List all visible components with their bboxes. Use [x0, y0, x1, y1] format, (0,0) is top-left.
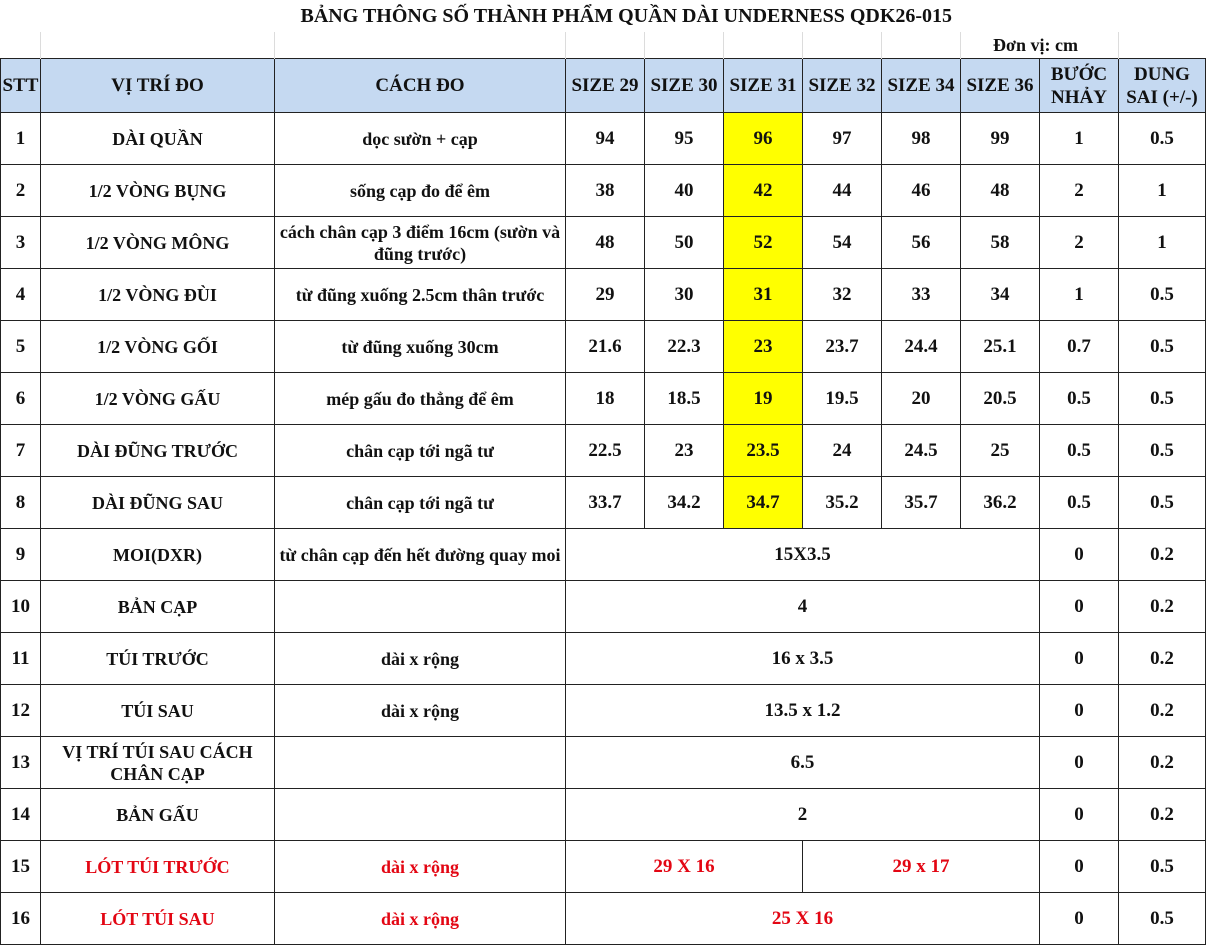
- row-size-value: 34: [961, 269, 1040, 321]
- header-size-30: SIZE 30: [645, 59, 724, 113]
- row-step: 1: [1040, 113, 1119, 165]
- row-stt: 10: [1, 581, 41, 633]
- row-size-value: 33: [882, 269, 961, 321]
- table-row: [1, 789, 1206, 841]
- row-size-value: 44: [803, 165, 882, 217]
- row-merged-value: 16 x 3.5: [566, 633, 1040, 685]
- row-size-value: 18.5: [645, 373, 724, 425]
- row-size-value: 52: [724, 217, 803, 269]
- row-step: 0: [1040, 529, 1119, 581]
- row-step: 0.5: [1040, 425, 1119, 477]
- row-size-value: 58: [961, 217, 1040, 269]
- table-row: [1, 373, 1206, 425]
- sheet-title: BẢNG THÔNG SỐ THÀNH PHẨM QUẦN DÀI UNDERNESS QDK26-015: [300, 4, 953, 27]
- header-step: BƯỚC NHẢY: [1040, 59, 1119, 113]
- table-row: [1, 165, 1206, 217]
- header-position: VỊ TRÍ ĐO: [41, 59, 275, 113]
- row-merged-value: 6.5: [566, 737, 1040, 789]
- row-stt: 14: [1, 789, 41, 841]
- row-size-value: 30: [645, 269, 724, 321]
- row-position: TÚI TRƯỚC: [41, 633, 275, 685]
- row-size-value: 34.2: [645, 477, 724, 529]
- row-stt: 8: [1, 477, 41, 529]
- row-step: 0: [1040, 841, 1119, 893]
- row-size-value: 18: [566, 373, 645, 425]
- row-size-value: 50: [645, 217, 724, 269]
- row-position: DÀI QUẦN: [41, 113, 275, 165]
- row-step: 0: [1040, 581, 1119, 633]
- row-size-value: 54: [803, 217, 882, 269]
- row-tolerance: 0.2: [1119, 633, 1206, 685]
- row-merged-value: 2: [566, 789, 1040, 841]
- row-position: 1/2 VÒNG BỤNG: [41, 165, 275, 217]
- table-row: [1, 633, 1206, 685]
- row-merged-value: 4: [566, 581, 1040, 633]
- table-row: [1, 529, 1206, 581]
- row-stt: 15: [1, 841, 41, 893]
- row-method: [275, 581, 566, 633]
- row-tolerance: 1: [1119, 165, 1206, 217]
- row-tolerance: 0.2: [1119, 581, 1206, 633]
- row-tolerance: 0.5: [1119, 373, 1206, 425]
- row-method: dài x rộng: [275, 841, 566, 893]
- row-size-value: 95: [645, 113, 724, 165]
- row-method: mép gấu đo thẳng để êm: [275, 373, 566, 425]
- header-method: CÁCH ĐO: [275, 59, 566, 113]
- row-size-value: 35.2: [803, 477, 882, 529]
- row-size-value: 24.4: [882, 321, 961, 373]
- table-row: [1, 477, 1206, 529]
- row-merged-value-b: 29 x 17: [803, 841, 1040, 893]
- header-size-36: SIZE 36: [961, 59, 1040, 113]
- header-size-29: SIZE 29: [566, 59, 645, 113]
- unit-row: [1, 32, 1206, 59]
- row-stt: 11: [1, 633, 41, 685]
- row-method: cách chân cạp 3 điểm 16cm (sườn và đũng trước): [275, 217, 566, 269]
- row-size-value: 25: [961, 425, 1040, 477]
- row-size-value: 25.1: [961, 321, 1040, 373]
- row-position: 1/2 VÒNG MÔNG: [41, 217, 275, 269]
- row-method: [275, 789, 566, 841]
- row-step: 0: [1040, 893, 1119, 945]
- unit-label: Đơn vị: cm: [961, 32, 1119, 59]
- row-size-value: 96: [724, 113, 803, 165]
- row-stt: 6: [1, 373, 41, 425]
- row-size-value: 29: [566, 269, 645, 321]
- row-size-value: 33.7: [566, 477, 645, 529]
- row-tolerance: 0.5: [1119, 893, 1206, 945]
- row-size-value: 98: [882, 113, 961, 165]
- row-merged-value: 25 X 16: [566, 893, 1040, 945]
- row-size-value: 23.5: [724, 425, 803, 477]
- row-position: 1/2 VÒNG GỐI: [41, 321, 275, 373]
- row-method: sống cạp đo để êm: [275, 165, 566, 217]
- row-method: chân cạp tới ngã tư: [275, 425, 566, 477]
- row-method: [275, 737, 566, 789]
- row-position: BẢN GẤU: [41, 789, 275, 841]
- row-method: dài x rộng: [275, 893, 566, 945]
- row-tolerance: 0.5: [1119, 321, 1206, 373]
- row-size-value: 34.7: [724, 477, 803, 529]
- table-row: [1, 893, 1206, 945]
- row-size-value: 48: [566, 217, 645, 269]
- row-position: LÓT TÚI TRƯỚC: [41, 841, 275, 893]
- table-row: [1, 321, 1206, 373]
- row-step: 0: [1040, 685, 1119, 737]
- header-size-31: SIZE 31: [724, 59, 803, 113]
- row-merged-value-a: 29 X 16: [566, 841, 803, 893]
- header-row: [1, 59, 1206, 113]
- row-size-value: 42: [724, 165, 803, 217]
- table-row: [1, 737, 1206, 789]
- row-position: VỊ TRÍ TÚI SAU CÁCH CHÂN CẠP: [41, 737, 275, 789]
- row-size-value: 23: [645, 425, 724, 477]
- row-position: DÀI ĐŨNG SAU: [41, 477, 275, 529]
- row-step: 2: [1040, 217, 1119, 269]
- row-tolerance: 0.5: [1119, 269, 1206, 321]
- row-stt: 12: [1, 685, 41, 737]
- row-size-value: 94: [566, 113, 645, 165]
- row-size-value: 20: [882, 373, 961, 425]
- row-size-value: 97: [803, 113, 882, 165]
- row-method: từ chân cạp đến hết đường quay moi: [275, 529, 566, 581]
- row-step: 2: [1040, 165, 1119, 217]
- row-size-value: 21.6: [566, 321, 645, 373]
- row-tolerance: 0.2: [1119, 685, 1206, 737]
- table-row: [1, 841, 1206, 893]
- row-method: từ đũng xuống 30cm: [275, 321, 566, 373]
- row-tolerance: 0.2: [1119, 737, 1206, 789]
- row-method: dài x rộng: [275, 685, 566, 737]
- table-row: [1, 113, 1206, 165]
- row-size-value: 20.5: [961, 373, 1040, 425]
- row-size-value: 36.2: [961, 477, 1040, 529]
- row-stt: 4: [1, 269, 41, 321]
- row-position: BẢN CẠP: [41, 581, 275, 633]
- row-merged-value: 15X3.5: [566, 529, 1040, 581]
- row-size-value: 48: [961, 165, 1040, 217]
- row-position: DÀI ĐŨNG TRƯỚC: [41, 425, 275, 477]
- row-size-value: 99: [961, 113, 1040, 165]
- row-size-value: 19.5: [803, 373, 882, 425]
- table-row: [1, 581, 1206, 633]
- row-method: chân cạp tới ngã tư: [275, 477, 566, 529]
- row-step: 0.5: [1040, 477, 1119, 529]
- row-tolerance: 1: [1119, 217, 1206, 269]
- table-row: [1, 685, 1206, 737]
- row-size-value: 31: [724, 269, 803, 321]
- row-method: dọc sườn + cạp: [275, 113, 566, 165]
- row-size-value: 24: [803, 425, 882, 477]
- row-tolerance: 0.2: [1119, 789, 1206, 841]
- row-step: 0: [1040, 737, 1119, 789]
- row-method: từ đũng xuống 2.5cm thân trước: [275, 269, 566, 321]
- row-stt: 9: [1, 529, 41, 581]
- row-position: TÚI SAU: [41, 685, 275, 737]
- row-tolerance: 0.5: [1119, 113, 1206, 165]
- row-size-value: 46: [882, 165, 961, 217]
- row-position: MOI(DXR): [41, 529, 275, 581]
- row-tolerance: 0.5: [1119, 477, 1206, 529]
- row-position: 1/2 VÒNG ĐÙI: [41, 269, 275, 321]
- row-size-value: 56: [882, 217, 961, 269]
- title-row: [1, 0, 1206, 32]
- row-size-value: 38: [566, 165, 645, 217]
- row-method: dài x rộng: [275, 633, 566, 685]
- row-position: LÓT TÚI SAU: [41, 893, 275, 945]
- table-row: [1, 425, 1206, 477]
- row-tolerance: 0.5: [1119, 841, 1206, 893]
- row-step: 0.7: [1040, 321, 1119, 373]
- header-size-34: SIZE 34: [882, 59, 961, 113]
- row-stt: 1: [1, 113, 41, 165]
- row-tolerance: 0.2: [1119, 529, 1206, 581]
- row-step: 1: [1040, 269, 1119, 321]
- row-tolerance: 0.5: [1119, 425, 1206, 477]
- header-stt: STT: [1, 59, 41, 113]
- row-size-value: 22.5: [566, 425, 645, 477]
- header-size-32: SIZE 32: [803, 59, 882, 113]
- row-size-value: 32: [803, 269, 882, 321]
- header-tolerance: DUNG SAI (+/-): [1119, 59, 1206, 113]
- row-size-value: 40: [645, 165, 724, 217]
- row-position: 1/2 VÒNG GẤU: [41, 373, 275, 425]
- row-stt: 3: [1, 217, 41, 269]
- row-stt: 5: [1, 321, 41, 373]
- row-step: 0: [1040, 633, 1119, 685]
- row-stt: 13: [1, 737, 41, 789]
- table-row: [1, 269, 1206, 321]
- row-size-value: 24.5: [882, 425, 961, 477]
- row-size-value: 19: [724, 373, 803, 425]
- row-size-value: 35.7: [882, 477, 961, 529]
- row-step: 0.5: [1040, 373, 1119, 425]
- row-merged-value: 13.5 x 1.2: [566, 685, 1040, 737]
- row-stt: 2: [1, 165, 41, 217]
- row-stt: 7: [1, 425, 41, 477]
- row-size-value: 23.7: [803, 321, 882, 373]
- row-size-value: 22.3: [645, 321, 724, 373]
- row-size-value: 23: [724, 321, 803, 373]
- table-row: [1, 217, 1206, 269]
- row-step: 0: [1040, 789, 1119, 841]
- row-stt: 16: [1, 893, 41, 945]
